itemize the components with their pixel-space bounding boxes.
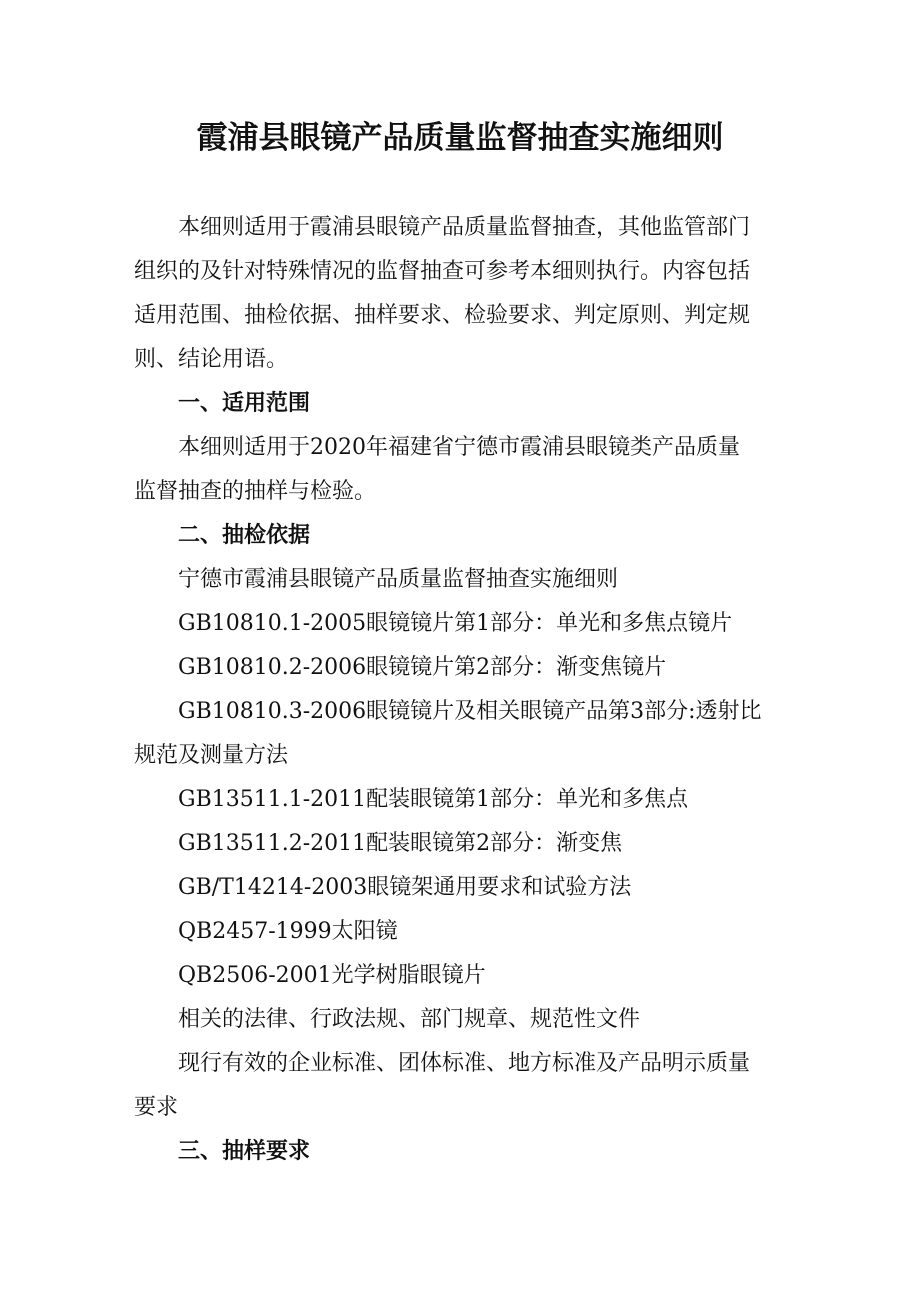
scope-paragraph-line: 本细则适用于2020年福建省宁德市霞浦县眼镜类产品质量 — [178, 435, 740, 460]
basis-list-item: 现行有效的企业标准、团体标准、地方标准及产品明示质量 — [178, 1051, 751, 1076]
basis-list-item: GB10810.2-2006眼镜镜片第2部分：渐变焦镜片 — [178, 655, 667, 680]
section-heading-basis: 二、抽检依据 — [178, 523, 311, 548]
section-heading-sampling: 三、抽样要求 — [178, 1139, 311, 1164]
intro-paragraph-line: 本细则适用于霞浦县眼镜产品质量监督抽查，其他监管部门 — [178, 215, 751, 240]
basis-list-item: GB/T14214-2003眼镜架通用要求和试验方法 — [178, 875, 632, 900]
scope-paragraph-line: 监督抽查的抽样与检验。 — [134, 479, 377, 504]
basis-list-item: 规范及测量方法 — [134, 743, 289, 768]
basis-list-item: GB13511.2-2011配装眼镜第2部分：渐变焦 — [178, 831, 623, 856]
basis-list-item: 相关的法律、行政法规、部门规章、规范性文件 — [178, 1007, 641, 1032]
section-heading-scope: 一、适用范围 — [178, 391, 311, 416]
basis-list-item: GB10810.3-2006眼镜镜片及相关眼镜产品第3部分:透射比 — [178, 699, 762, 724]
basis-list-item: GB10810.1-2005眼镜镜片第1部分：单光和多焦点镜片 — [178, 611, 733, 636]
basis-list-item: 宁德市霞浦县眼镜产品质量监督抽查实施细则 — [178, 567, 619, 592]
basis-list-item: 要求 — [134, 1095, 179, 1120]
basis-list-item: GB13511.1-2011配装眼镜第1部分：单光和多焦点 — [178, 787, 689, 812]
intro-paragraph-line: 组织的及针对特殊情况的监督抽查可参考本细则执行。内容包括 — [134, 259, 751, 284]
basis-list-item: QB2457-1999太阳镜 — [178, 919, 398, 944]
basis-list-item: QB2506-2001光学树脂眼镜片 — [178, 963, 486, 988]
document-title: 霞浦县眼镜产品质量监督抽查实施细则 — [196, 120, 724, 156]
intro-paragraph-line: 适用范围、抽检依据、抽样要求、检验要求、判定原则、判定规 — [134, 303, 751, 328]
intro-paragraph-line: 则、结论用语。 — [134, 347, 289, 372]
